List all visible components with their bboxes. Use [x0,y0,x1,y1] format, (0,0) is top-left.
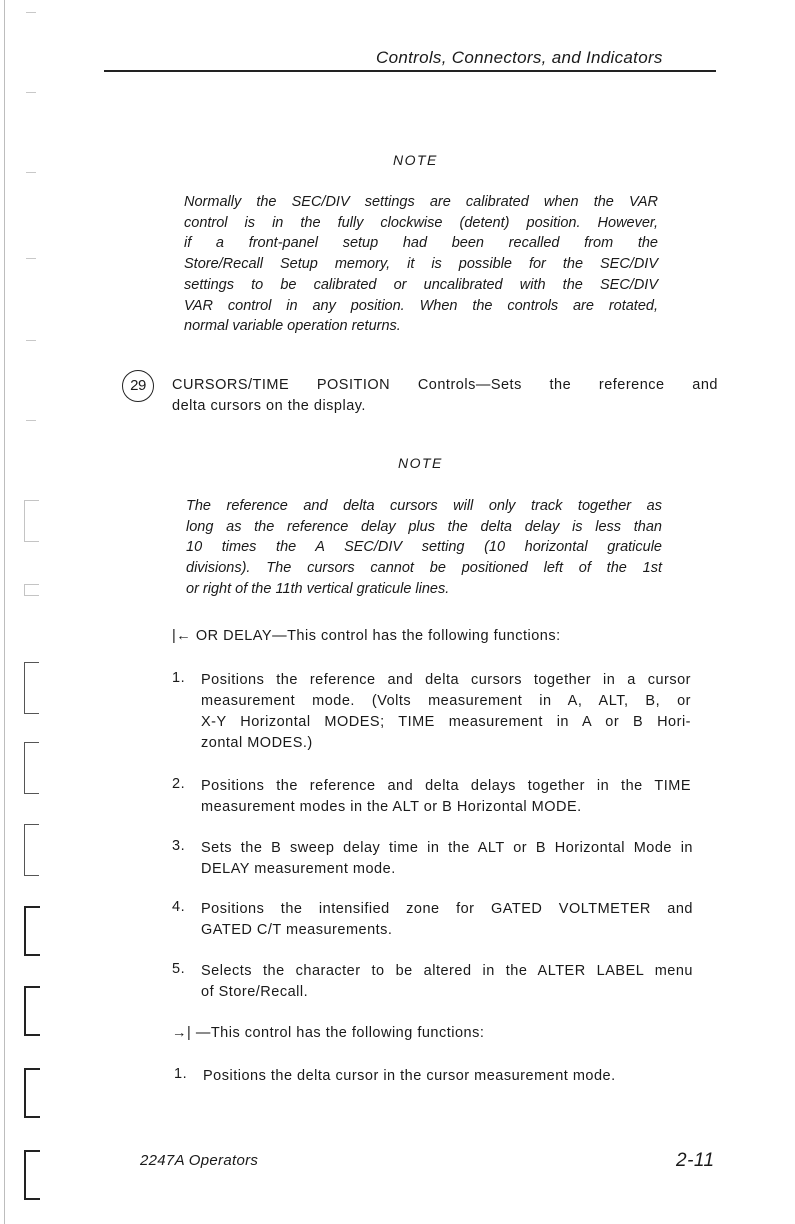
function-line: measurement modes in the ALT or B Horizontal MODE. [201,799,582,815]
binding-mark [24,662,39,714]
function-line: Positions the reference and delta delays together in the TIME [201,778,691,794]
margin-tick [26,340,36,341]
delay-control-heading [172,626,561,647]
function-number: 2. [172,776,186,792]
function-number: 3. [172,838,186,854]
delta-control-heading [172,1023,484,1044]
margin-tick [26,172,36,173]
function-line: GATED C/T measurements. [201,922,393,938]
function-number: 4. [172,899,186,915]
note-line: Normally the SEC/DIV settings are calibrated when the VAR [184,194,658,210]
note-line: settings to be calibrated or uncalibrated with the SEC/DIV [184,276,658,293]
function-line: Selects the character to be altered in the ALTER LABEL menu [201,963,693,979]
manual-name: 2247A Operators [140,1152,259,1169]
binding-mark [24,500,39,542]
item-29-description [172,375,718,417]
function-number: 1. [172,670,186,686]
note-line: Store/Recall Setup memory, it is possible for the SEC/DIV [184,256,658,273]
item-29-line: delta cursors on the display. [172,398,366,414]
function-line: DELAY measurement mode. [201,861,396,877]
function-line: measurement mode. (Volts measurement in A, ALT, B, or [201,693,691,709]
delay-control-text: OR DELAY—This control has the following functions: [195,628,561,644]
binding-mark [24,986,40,1036]
note-line: divisions). The cursors cannot be positioned left of the 1st [186,560,662,577]
binding-margin [0,0,50,1224]
delta-control-text: —This control has the following functions: [195,1025,485,1041]
left-arrow-bar-icon: |← [172,628,192,644]
function-line: of Store/Recall. [201,984,309,1000]
function-line: Positions the reference and delta cursors together in a cursor [201,672,691,688]
item-29-line: CURSORS/TIME POSITION Controls—Sets the reference and [172,377,718,393]
function-number: 1. [174,1066,188,1082]
binding-mark [24,906,40,956]
margin-tick [26,258,36,259]
note-line: control is in the fully clockwise (detent) position. However, [184,214,658,231]
header-rule [104,70,716,72]
margin-tick [26,92,36,93]
note-line: 10 times the A SEC/DIV setting (10 horizontal graticule [186,539,662,556]
note-line: long as the reference delay plus the delta delay is less than [186,518,662,535]
binding-mark [24,742,39,794]
function-text [201,670,691,754]
note-body [186,496,662,600]
margin-tick [26,420,36,421]
function-text [201,899,693,941]
function-text [201,776,691,818]
note-line: VAR control in any position. When the controls are rotated, [184,297,658,314]
binding-mark [24,584,39,596]
binding-mark [24,1150,40,1200]
function-line: zontal MODES.) [201,735,313,751]
callout-number-badge: 29 [122,370,154,402]
note-line: normal variable operation returns. [184,318,401,335]
note-body [184,192,658,337]
binding-mark [24,1068,40,1118]
binding-spine [4,0,5,1224]
function-line: Sets the B sweep delay time in the ALT or B Horizontal Mode in [201,840,693,856]
function-text [201,961,693,1003]
function-text [203,1066,693,1087]
function-text [201,838,693,880]
function-line: Positions the intensified zone for GATED VOLTMETER and [201,901,693,917]
note-title: NOTE [393,152,438,168]
function-line: Positions the delta cursor in the cursor measurement mode. [203,1068,616,1084]
right-arrow-bar-icon: →| [172,1025,192,1041]
page-number: 2-11 [676,1150,715,1171]
note-line: if a front-panel setup had been recalled from the [184,235,658,252]
note-title: NOTE [398,455,443,471]
note-line: or right of the 11th vertical graticule lines. [186,580,450,597]
note-line: The reference and delta cursors will only track together as [186,498,662,514]
margin-tick [26,12,36,13]
function-number: 5. [172,961,186,977]
function-line: X-Y Horizontal MODES; TIME measurement in A or B Hori- [201,714,691,730]
binding-mark [24,824,39,876]
running-header: Controls, Connectors, and Indicators [376,48,663,67]
